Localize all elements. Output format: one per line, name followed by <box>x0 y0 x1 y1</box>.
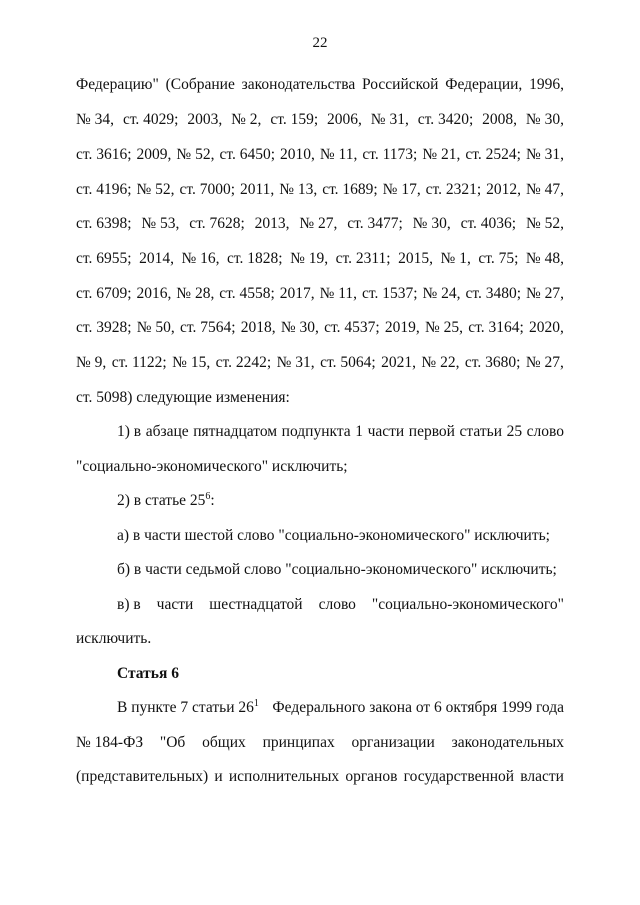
word: ст. 1828; <box>227 250 283 267</box>
word: № 13, <box>279 181 318 198</box>
word: ст. 7000; <box>179 181 236 198</box>
word: первой <box>408 423 455 440</box>
word: части <box>156 596 194 613</box>
word: № 34, <box>76 111 115 128</box>
word: № 16, <box>181 250 220 267</box>
word: ст. 1689; <box>322 181 378 198</box>
word: "Об <box>159 734 186 751</box>
word: № 184-ФЗ <box>76 734 144 751</box>
paragraph2-line <box>76 734 564 752</box>
word: 2021, <box>381 354 416 371</box>
word: 2006, <box>327 111 362 128</box>
paragraph-line <box>76 285 564 303</box>
word: № 24, <box>422 285 461 302</box>
word: 1 <box>355 423 363 440</box>
word: (Собрание <box>165 76 235 93</box>
word: организации <box>351 734 435 751</box>
word: ст. 75; <box>478 250 519 267</box>
word: № 52, <box>176 146 215 163</box>
word: № 21, <box>422 146 461 163</box>
word: ст. 2311; <box>335 250 391 267</box>
word: "социально-экономического" <box>371 596 564 613</box>
word: ст. 6709; <box>76 285 132 302</box>
paragraph-line <box>76 111 564 129</box>
word: № 31, <box>370 111 409 128</box>
sub-item-v-line: исключить. <box>76 630 152 647</box>
word: ст. 6955; <box>76 250 132 267</box>
word: ст. 1122; <box>111 354 167 371</box>
superscript: 1 <box>253 697 259 709</box>
word: законодательных <box>451 734 564 751</box>
word: ст. 4029; <box>122 111 179 128</box>
word: 2014, <box>139 250 174 267</box>
word: 2003, <box>187 111 223 128</box>
paragraph2-text-start: В пункте 7 статьи $26^1$ <box>117 697 259 716</box>
word: Федерацию" <box>76 76 159 93</box>
word: ст. 1537; <box>361 285 418 302</box>
word: № 22, <box>421 354 460 371</box>
word: шестнадцатой <box>209 596 303 613</box>
word: статьи <box>459 423 503 440</box>
word: № 11, <box>319 285 358 302</box>
word: ст. 7564; <box>180 319 236 336</box>
word: 2016, <box>136 285 172 302</box>
word: ст. 4558; <box>219 285 275 302</box>
word: ст. 3616; <box>76 146 132 163</box>
word: 1996, <box>529 76 564 93</box>
list-item-2-colon: : <box>210 492 215 509</box>
word: слово <box>318 596 356 613</box>
word: № 52, <box>525 215 564 232</box>
sub-item-a: а) в части шестой слово "социально-экономического" исключить; <box>117 527 550 544</box>
list-item-1-line <box>117 423 564 441</box>
word: ст. 1173; <box>362 146 418 163</box>
word: № 19, <box>290 250 329 267</box>
word: ст. 6398; <box>76 215 132 232</box>
paragraph-line <box>76 215 564 233</box>
word: 2018, <box>240 319 276 336</box>
word: № 30, <box>280 319 319 336</box>
word: 2010, <box>280 146 315 163</box>
word: ст. 4537; <box>324 319 380 336</box>
word: законодательства <box>241 76 356 93</box>
word: пятнадцатом <box>193 423 278 440</box>
word: и <box>214 768 223 785</box>
paragraph2-line <box>117 699 564 717</box>
word: 2019, <box>384 319 420 336</box>
word: ст. 2524; <box>465 146 521 163</box>
sub-item-b: б) в части седьмой слово "социально-экономического" исключить; <box>117 561 557 578</box>
word: государственной <box>403 768 515 785</box>
word: № 28, <box>176 285 215 302</box>
word: № 53, <box>141 215 180 232</box>
word: № 2, <box>231 111 262 128</box>
page-number: 22 <box>312 35 328 51</box>
paragraph2-line <box>76 768 564 786</box>
word: 25 <box>506 423 523 440</box>
word: власти <box>520 768 564 785</box>
word: Федерации, <box>445 76 523 93</box>
paragraph-line <box>76 146 564 164</box>
word: 2012, <box>486 181 522 198</box>
word: № 11, <box>319 146 358 163</box>
word: № 9, <box>76 354 107 371</box>
paragraph-line: ст. 5098) следующие изменения: <box>76 389 290 406</box>
word: ст. 4036; <box>460 215 517 232</box>
word: 2015, <box>398 250 434 267</box>
word: № 15, <box>172 354 211 371</box>
word: абзаце <box>145 423 189 440</box>
word: № 52, <box>136 181 175 198</box>
superscript: 6 <box>205 490 211 502</box>
word: № 1, <box>440 250 471 267</box>
word: ст. 159; <box>270 111 319 128</box>
word: № 30, <box>412 215 451 232</box>
word: ст. 2321; <box>425 181 482 198</box>
paragraph-line <box>76 76 564 94</box>
word: № 27, <box>525 285 564 302</box>
word: ст. 4196; <box>76 181 132 198</box>
word: № 27, <box>299 215 338 232</box>
word: слово <box>526 423 564 440</box>
word: части <box>367 423 405 440</box>
word: ст. 2242; <box>215 354 272 371</box>
word: органов <box>345 768 398 785</box>
word: ст. 6450; <box>219 146 276 163</box>
word: подпункта <box>281 423 351 440</box>
word: исполнительных <box>228 768 340 785</box>
word: 2020, <box>529 319 564 336</box>
word: № 50, <box>136 319 175 336</box>
paragraph-line <box>76 354 564 372</box>
word: 2013, <box>254 215 290 232</box>
word: 1) в <box>117 423 142 440</box>
paragraph-line <box>76 319 564 337</box>
word: № 17, <box>382 181 421 198</box>
word: ст. 3928; <box>76 319 132 336</box>
word: ст. 7628; <box>189 215 245 232</box>
paragraph-line <box>76 181 564 199</box>
word: 2017, <box>279 285 315 302</box>
paragraph-line <box>76 250 564 268</box>
word: ст. 3164; <box>468 319 524 336</box>
word: № 31, <box>276 354 315 371</box>
word: № 25, <box>425 319 464 336</box>
word: ст. 5064; <box>320 354 376 371</box>
word: № 47, <box>525 181 564 198</box>
word: в) в <box>117 596 141 613</box>
word: (представительных) <box>76 768 209 785</box>
word: № 30, <box>525 111 564 128</box>
list-item-2 <box>117 492 564 510</box>
word: № 31, <box>525 146 564 163</box>
sub-item-v-line <box>117 596 564 614</box>
word: № 48, <box>525 250 564 267</box>
article-heading: Статья 6 <box>117 665 179 682</box>
list-item-2-text: 2) в статье 25 <box>117 492 206 509</box>
word: 2008, <box>482 111 518 128</box>
word: принципах <box>262 734 335 751</box>
paragraph2-text-end: Федерального закона от 6 октября 1999 года <box>272 699 564 716</box>
word: № 27, <box>525 354 564 371</box>
word: Российской <box>362 76 439 93</box>
word: ст. 3477; <box>347 215 403 232</box>
word: ст. 3480; <box>465 285 521 302</box>
list-item-1-line: "социально-экономического" исключить; <box>76 458 348 475</box>
word: ст. 3680; <box>464 354 521 371</box>
word: общих <box>202 734 246 751</box>
word: 2011, <box>239 181 275 198</box>
word: 2009, <box>136 146 172 163</box>
word: ст. 3420; <box>417 111 474 128</box>
